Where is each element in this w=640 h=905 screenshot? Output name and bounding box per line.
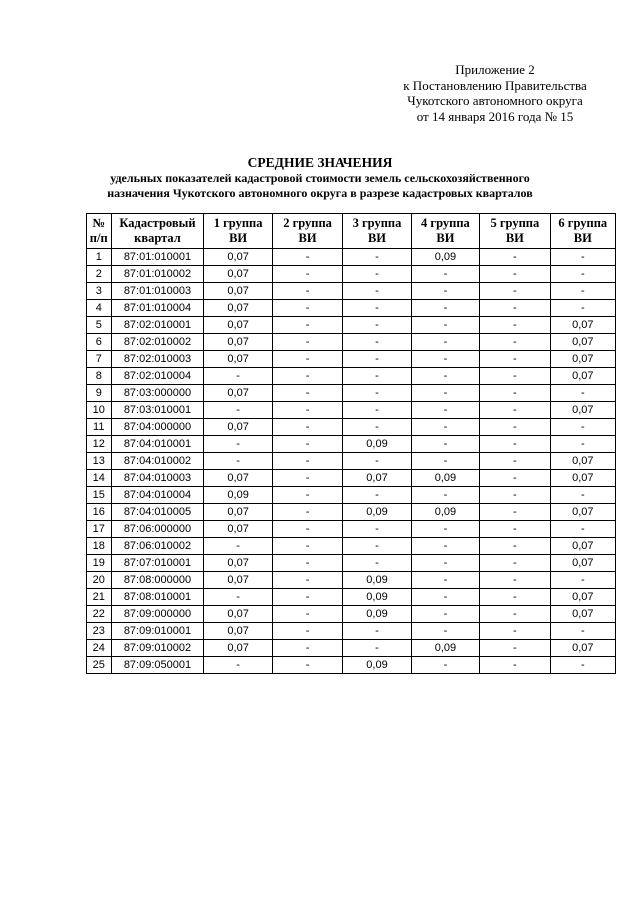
values-table bbox=[86, 213, 616, 674]
cadastral-block-cell: 87:04:010004 bbox=[111, 487, 204, 504]
cadastral-block-cell: 87:09:010002 bbox=[111, 640, 204, 657]
group-value-cell: - bbox=[272, 572, 342, 589]
row-number-cell: 17 bbox=[87, 521, 112, 538]
group-value-cell: - bbox=[550, 385, 615, 402]
column-header: № п/п bbox=[87, 214, 112, 249]
group-value-cell: - bbox=[343, 385, 411, 402]
table-body bbox=[87, 249, 616, 674]
table-row bbox=[87, 606, 616, 623]
group-value-cell: - bbox=[411, 623, 479, 640]
table-row bbox=[87, 419, 616, 436]
resolution-date-number: от 14 января 2016 года № 15 bbox=[416, 108, 574, 124]
group-value-cell: 0,07 bbox=[204, 351, 272, 368]
cadastral-block-cell: 87:01:010003 bbox=[111, 283, 204, 300]
group-value-cell: 0,07 bbox=[204, 521, 272, 538]
group-value-cell: 0,09 bbox=[343, 606, 411, 623]
group-value-cell: 0,07 bbox=[550, 555, 615, 572]
group-value-cell: - bbox=[480, 249, 550, 266]
group-value-cell: - bbox=[480, 453, 550, 470]
group-value-cell: - bbox=[272, 266, 342, 283]
group-value-cell: - bbox=[480, 436, 550, 453]
group-value-cell: 0,07 bbox=[550, 317, 615, 334]
group-value-cell: - bbox=[411, 402, 479, 419]
column-header: 1 группа ВИ bbox=[204, 214, 272, 249]
group-value-cell: - bbox=[411, 572, 479, 589]
cadastral-block-cell: 87:01:010001 bbox=[111, 249, 204, 266]
group-value-cell: - bbox=[204, 436, 272, 453]
group-value-cell: - bbox=[272, 300, 342, 317]
group-value-cell: - bbox=[343, 402, 411, 419]
appendix-header bbox=[380, 62, 610, 124]
group-value-cell: - bbox=[550, 249, 615, 266]
row-number-cell: 14 bbox=[87, 470, 112, 487]
group-value-cell: 0,09 bbox=[343, 589, 411, 606]
group-value-cell: - bbox=[480, 521, 550, 538]
group-value-cell: - bbox=[343, 538, 411, 555]
group-value-cell: - bbox=[204, 589, 272, 606]
table-row bbox=[87, 249, 616, 266]
group-value-cell: - bbox=[204, 538, 272, 555]
group-value-cell: - bbox=[272, 368, 342, 385]
group-value-cell: - bbox=[411, 555, 479, 572]
cadastral-block-cell: 87:04:010002 bbox=[111, 453, 204, 470]
group-value-cell: - bbox=[272, 487, 342, 504]
group-value-cell: - bbox=[480, 623, 550, 640]
cadastral-block-cell: 87:04:010005 bbox=[111, 504, 204, 521]
row-number-cell: 18 bbox=[87, 538, 112, 555]
row-number-cell: 2 bbox=[87, 266, 112, 283]
row-number-cell: 6 bbox=[87, 334, 112, 351]
group-value-cell: 0,09 bbox=[411, 249, 479, 266]
group-value-cell: 0,07 bbox=[204, 470, 272, 487]
group-value-cell: 0,07 bbox=[550, 470, 615, 487]
cadastral-block-cell: 87:04:010001 bbox=[111, 436, 204, 453]
column-header: 5 группа ВИ bbox=[480, 214, 550, 249]
group-value-cell: - bbox=[272, 419, 342, 436]
group-value-cell: - bbox=[272, 538, 342, 555]
group-value-cell: 0,07 bbox=[550, 504, 615, 521]
cadastral-block-cell: 87:01:010004 bbox=[111, 300, 204, 317]
cadastral-block-cell: 87:09:010001 bbox=[111, 623, 204, 640]
cadastral-block-cell: 87:01:010002 bbox=[111, 266, 204, 283]
group-value-cell: - bbox=[272, 334, 342, 351]
group-value-cell: - bbox=[343, 283, 411, 300]
group-value-cell: - bbox=[411, 657, 479, 674]
group-value-cell: 0,07 bbox=[204, 249, 272, 266]
table-row bbox=[87, 436, 616, 453]
group-value-cell: - bbox=[343, 555, 411, 572]
group-value-cell: - bbox=[550, 266, 615, 283]
group-value-cell: - bbox=[480, 538, 550, 555]
cadastral-block-cell: 87:04:010003 bbox=[111, 470, 204, 487]
table-row bbox=[87, 300, 616, 317]
group-value-cell: 0,07 bbox=[550, 606, 615, 623]
group-value-cell: - bbox=[272, 453, 342, 470]
group-value-cell: 0,07 bbox=[204, 572, 272, 589]
group-value-cell: - bbox=[272, 283, 342, 300]
group-value-cell: - bbox=[550, 419, 615, 436]
group-value-cell: 0,07 bbox=[550, 368, 615, 385]
row-number-cell: 5 bbox=[87, 317, 112, 334]
group-value-cell: 0,09 bbox=[343, 657, 411, 674]
group-value-cell: - bbox=[343, 334, 411, 351]
group-value-cell: - bbox=[272, 555, 342, 572]
authority-name: Чукотского автономного округа bbox=[407, 93, 583, 108]
table-row bbox=[87, 555, 616, 572]
group-value-cell: - bbox=[272, 589, 342, 606]
group-value-cell: - bbox=[480, 283, 550, 300]
group-value-cell: - bbox=[480, 606, 550, 623]
table-row bbox=[87, 351, 616, 368]
table-row bbox=[87, 453, 616, 470]
group-value-cell: - bbox=[480, 487, 550, 504]
group-value-cell: 0,07 bbox=[204, 334, 272, 351]
group-value-cell: - bbox=[480, 300, 550, 317]
cadastral-block-cell: 87:03:000000 bbox=[111, 385, 204, 402]
group-value-cell: 0,09 bbox=[204, 487, 272, 504]
group-value-cell: 0,07 bbox=[204, 283, 272, 300]
table-row bbox=[87, 521, 616, 538]
group-value-cell: - bbox=[411, 419, 479, 436]
column-header: 3 группа ВИ bbox=[343, 214, 411, 249]
group-value-cell: 0,07 bbox=[343, 470, 411, 487]
group-value-cell: - bbox=[411, 266, 479, 283]
row-number-cell: 3 bbox=[87, 283, 112, 300]
group-value-cell: - bbox=[343, 266, 411, 283]
cadastral-block-cell: 87:08:010001 bbox=[111, 589, 204, 606]
group-value-cell: - bbox=[550, 572, 615, 589]
row-number-cell: 9 bbox=[87, 385, 112, 402]
title-line-1: удельных показателей кадастровой стоимости земель сельскохозяйственного bbox=[110, 171, 530, 185]
row-number-cell: 25 bbox=[87, 657, 112, 674]
group-value-cell: - bbox=[411, 606, 479, 623]
group-value-cell: - bbox=[480, 266, 550, 283]
group-value-cell: - bbox=[411, 300, 479, 317]
cadastral-block-cell: 87:09:050001 bbox=[111, 657, 204, 674]
group-value-cell: - bbox=[343, 419, 411, 436]
group-value-cell: - bbox=[272, 436, 342, 453]
group-value-cell: - bbox=[411, 487, 479, 504]
column-header: 2 группа ВИ bbox=[272, 214, 342, 249]
row-number-cell: 4 bbox=[87, 300, 112, 317]
group-value-cell: - bbox=[272, 470, 342, 487]
table-row bbox=[87, 402, 616, 419]
group-value-cell: - bbox=[550, 487, 615, 504]
table-row bbox=[87, 572, 616, 589]
group-value-cell: - bbox=[480, 419, 550, 436]
row-number-cell: 7 bbox=[87, 351, 112, 368]
group-value-cell: 0,07 bbox=[204, 300, 272, 317]
group-value-cell: - bbox=[204, 453, 272, 470]
row-number-cell: 8 bbox=[87, 368, 112, 385]
group-value-cell: - bbox=[204, 402, 272, 419]
group-value-cell: 0,07 bbox=[550, 538, 615, 555]
row-number-cell: 22 bbox=[87, 606, 112, 623]
group-value-cell: - bbox=[411, 436, 479, 453]
group-value-cell: - bbox=[272, 521, 342, 538]
group-value-cell: - bbox=[272, 606, 342, 623]
group-value-cell: 0,07 bbox=[204, 555, 272, 572]
group-value-cell: - bbox=[272, 317, 342, 334]
row-number-cell: 16 bbox=[87, 504, 112, 521]
group-value-cell: - bbox=[411, 334, 479, 351]
group-value-cell: - bbox=[343, 453, 411, 470]
group-value-cell: - bbox=[343, 487, 411, 504]
group-value-cell: 0,09 bbox=[411, 640, 479, 657]
group-value-cell: 0,07 bbox=[204, 419, 272, 436]
group-value-cell: - bbox=[550, 300, 615, 317]
table-row bbox=[87, 623, 616, 640]
group-value-cell: - bbox=[480, 470, 550, 487]
group-value-cell: 0,09 bbox=[411, 470, 479, 487]
row-number-cell: 10 bbox=[87, 402, 112, 419]
group-value-cell: - bbox=[550, 623, 615, 640]
group-value-cell: 0,07 bbox=[550, 334, 615, 351]
group-value-cell: 0,07 bbox=[550, 453, 615, 470]
group-value-cell: - bbox=[411, 351, 479, 368]
cadastral-block-cell: 87:08:000000 bbox=[111, 572, 204, 589]
row-number-cell: 23 bbox=[87, 623, 112, 640]
row-number-cell: 15 bbox=[87, 487, 112, 504]
group-value-cell: - bbox=[480, 351, 550, 368]
group-value-cell: 0,09 bbox=[343, 436, 411, 453]
table-row bbox=[87, 538, 616, 555]
cadastral-block-cell: 87:02:010004 bbox=[111, 368, 204, 385]
cadastral-block-cell: 87:02:010002 bbox=[111, 334, 204, 351]
table-row bbox=[87, 657, 616, 674]
group-value-cell: - bbox=[480, 368, 550, 385]
group-value-cell: - bbox=[272, 640, 342, 657]
group-value-cell: - bbox=[272, 351, 342, 368]
group-value-cell: - bbox=[411, 368, 479, 385]
table-row bbox=[87, 334, 616, 351]
cadastral-block-cell: 87:09:000000 bbox=[111, 606, 204, 623]
row-number-cell: 21 bbox=[87, 589, 112, 606]
column-header: 6 группа ВИ bbox=[550, 214, 615, 249]
title-main: СРЕДНИЕ ЗНАЧЕНИЯ bbox=[247, 155, 393, 170]
group-value-cell: - bbox=[480, 385, 550, 402]
group-value-cell: - bbox=[411, 283, 479, 300]
group-value-cell: - bbox=[343, 249, 411, 266]
cadastral-block-cell: 87:02:010001 bbox=[111, 317, 204, 334]
appendix-number: Приложение 2 bbox=[455, 62, 535, 77]
cadastral-block-cell: 87:03:010001 bbox=[111, 402, 204, 419]
table-row bbox=[87, 385, 616, 402]
group-value-cell: - bbox=[343, 521, 411, 538]
resolution-reference: к Постановлению Правительства bbox=[403, 77, 587, 93]
group-value-cell: - bbox=[480, 640, 550, 657]
group-value-cell: - bbox=[480, 504, 550, 521]
group-value-cell: - bbox=[411, 589, 479, 606]
group-value-cell: 0,07 bbox=[550, 351, 615, 368]
group-value-cell: - bbox=[480, 555, 550, 572]
document-title bbox=[60, 154, 580, 201]
group-value-cell: 0,09 bbox=[411, 504, 479, 521]
group-value-cell: - bbox=[550, 657, 615, 674]
row-number-cell: 12 bbox=[87, 436, 112, 453]
group-value-cell: - bbox=[272, 504, 342, 521]
table-row bbox=[87, 368, 616, 385]
table-row bbox=[87, 487, 616, 504]
group-value-cell: - bbox=[480, 589, 550, 606]
row-number-cell: 13 bbox=[87, 453, 112, 470]
table-row bbox=[87, 470, 616, 487]
group-value-cell: - bbox=[272, 657, 342, 674]
cadastral-block-cell: 87:02:010003 bbox=[111, 351, 204, 368]
group-value-cell: 0,07 bbox=[204, 504, 272, 521]
group-value-cell: - bbox=[272, 385, 342, 402]
cadastral-block-cell: 87:04:000000 bbox=[111, 419, 204, 436]
group-value-cell: - bbox=[480, 657, 550, 674]
group-value-cell: - bbox=[272, 402, 342, 419]
group-value-cell: - bbox=[411, 317, 479, 334]
row-number-cell: 20 bbox=[87, 572, 112, 589]
group-value-cell: - bbox=[343, 300, 411, 317]
group-value-cell: - bbox=[343, 317, 411, 334]
group-value-cell: - bbox=[411, 538, 479, 555]
group-value-cell: 0,07 bbox=[550, 640, 615, 657]
group-value-cell: 0,07 bbox=[204, 385, 272, 402]
group-value-cell: - bbox=[480, 402, 550, 419]
group-value-cell: - bbox=[343, 623, 411, 640]
group-value-cell: 0,07 bbox=[550, 589, 615, 606]
group-value-cell: - bbox=[550, 283, 615, 300]
group-value-cell: 0,09 bbox=[343, 504, 411, 521]
title-line-2: назначения Чукотского автономного округа в разрезе кадастровых кварталов bbox=[107, 186, 533, 200]
group-value-cell: 0,07 bbox=[550, 402, 615, 419]
table-row bbox=[87, 504, 616, 521]
table-header-row bbox=[87, 214, 616, 249]
table-row bbox=[87, 640, 616, 657]
group-value-cell: - bbox=[411, 385, 479, 402]
group-value-cell: - bbox=[550, 436, 615, 453]
cadastral-block-cell: 87:06:010002 bbox=[111, 538, 204, 555]
group-value-cell: - bbox=[411, 453, 479, 470]
group-value-cell: 0,07 bbox=[204, 606, 272, 623]
cadastral-block-cell: 87:06:000000 bbox=[111, 521, 204, 538]
group-value-cell: - bbox=[204, 368, 272, 385]
row-number-cell: 11 bbox=[87, 419, 112, 436]
group-value-cell: - bbox=[204, 657, 272, 674]
group-value-cell: - bbox=[272, 249, 342, 266]
table-row bbox=[87, 283, 616, 300]
group-value-cell: 0,07 bbox=[204, 317, 272, 334]
group-value-cell: - bbox=[272, 623, 342, 640]
row-number-cell: 19 bbox=[87, 555, 112, 572]
group-value-cell: - bbox=[343, 640, 411, 657]
group-value-cell: 0,09 bbox=[343, 572, 411, 589]
group-value-cell: 0,07 bbox=[204, 640, 272, 657]
cadastral-block-cell: 87:07:010001 bbox=[111, 555, 204, 572]
table-row bbox=[87, 317, 616, 334]
row-number-cell: 24 bbox=[87, 640, 112, 657]
group-value-cell: - bbox=[411, 521, 479, 538]
group-value-cell: 0,07 bbox=[204, 623, 272, 640]
group-value-cell: - bbox=[480, 317, 550, 334]
group-value-cell: - bbox=[343, 351, 411, 368]
table-row bbox=[87, 589, 616, 606]
group-value-cell: - bbox=[480, 572, 550, 589]
group-value-cell: - bbox=[343, 368, 411, 385]
column-header: 4 группа ВИ bbox=[411, 214, 479, 249]
row-number-cell: 1 bbox=[87, 249, 112, 266]
group-value-cell: 0,07 bbox=[204, 266, 272, 283]
table-row bbox=[87, 266, 616, 283]
group-value-cell: - bbox=[480, 334, 550, 351]
column-header: Кадастровый квартал bbox=[111, 214, 204, 249]
group-value-cell: - bbox=[550, 521, 615, 538]
